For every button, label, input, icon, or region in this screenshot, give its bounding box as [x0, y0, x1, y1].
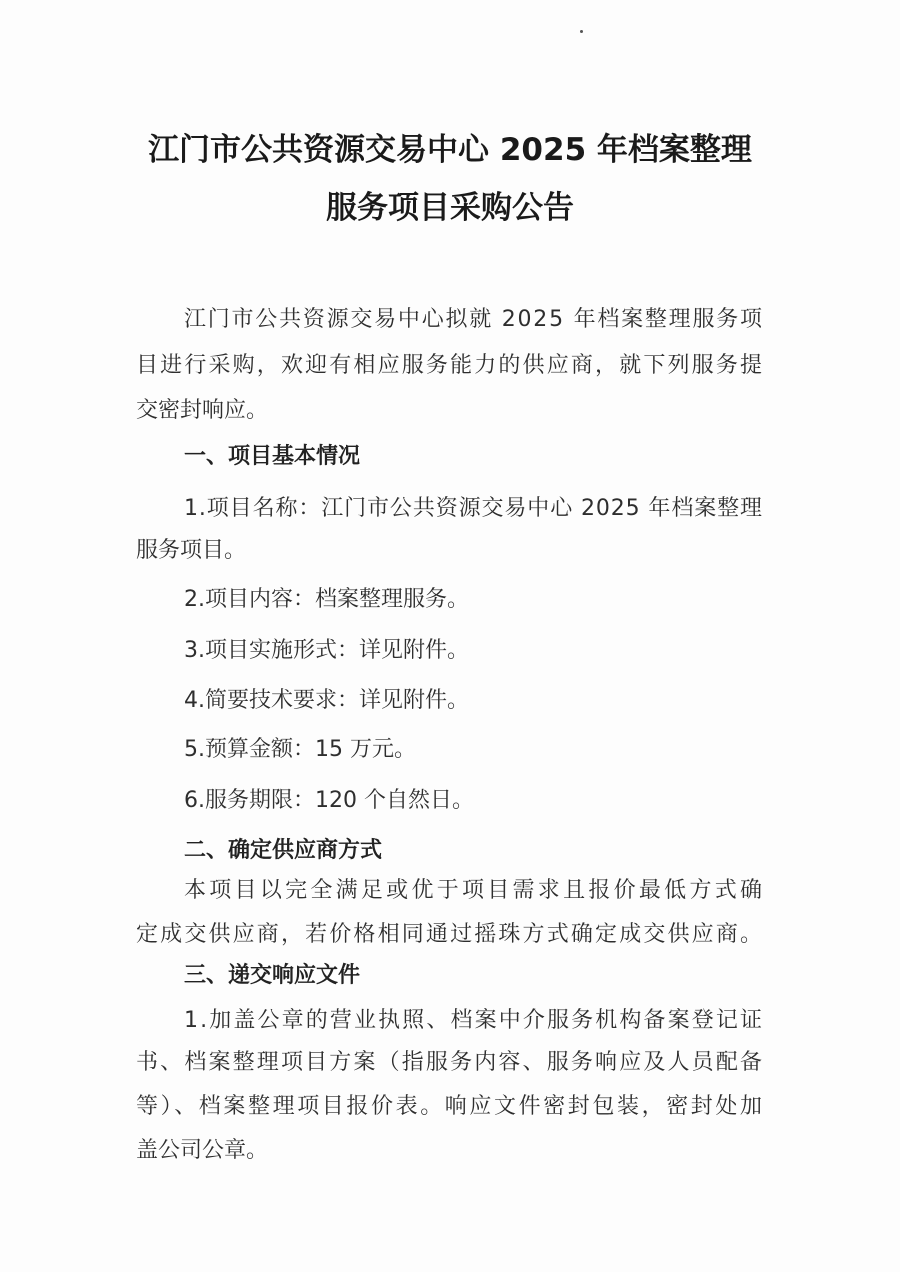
section-3-text-3: 等）、档案整理项目报价表。响应文件密封包装，密封处加: [136, 1094, 765, 1119]
section-2-line-1: [184, 876, 766, 906]
item-1-line-2: 服务项目。: [136, 538, 247, 563]
document-title-line-1: 江门市公共资源交易中心 2025 年档案整理: [148, 132, 752, 168]
document-title-line-2: 服务项目采购公告: [326, 190, 574, 226]
item-6: 6.服务期限：120 个自然日。: [184, 788, 474, 813]
item-3: 3.项目实施形式：详见附件。: [184, 638, 469, 663]
item-2: 2.项目内容：档案整理服务。: [184, 587, 469, 612]
section-3-text-2: 书、档案整理项目方案（指服务内容、服务响应及人员配备: [136, 1050, 765, 1075]
section-3-text-1: 1.加盖公章的营业执照、档案中介服务机构备案登记证: [184, 1008, 765, 1033]
section-3-line-2: [136, 1048, 765, 1078]
intro-paragraph-line-2: [136, 351, 765, 381]
section-2-line-2: [136, 920, 765, 950]
scan-speck: [580, 30, 583, 33]
section-3-line-4: 盖公司公章。: [136, 1138, 269, 1163]
section-3-line-1: [184, 1006, 765, 1036]
item-1-line-1: [184, 494, 762, 524]
section-1-heading: 一、项目基本情况: [184, 444, 361, 469]
section-3-line-3: [136, 1092, 765, 1122]
intro-text-1: 江门市公共资源交易中心拟就 2025 年档案整理服务项: [184, 307, 764, 332]
item-4: 4.简要技术要求：详见附件。: [184, 688, 469, 713]
intro-paragraph-line-1: [184, 305, 762, 335]
intro-paragraph-line-3: 交密封响应。: [136, 398, 269, 423]
item-5: 5.预算金额：15 万元。: [184, 737, 416, 762]
item-1-text: 1.项目名称：江门市公共资源交易中心 2025 年档案整理: [184, 496, 763, 521]
section-2-text-1: 本项目以完全满足或优于项目需求且报价最低方式确: [184, 878, 766, 903]
section-2-heading: 二、确定供应商方式: [184, 838, 383, 863]
section-3-heading: 三、递交响应文件: [184, 963, 361, 988]
intro-text-2: 目进行采购，欢迎有相应服务能力的供应商，就下列服务提: [136, 353, 765, 378]
section-2-text-2: 定成交供应商，若价格相同通过摇珠方式确定成交供应商。: [136, 922, 765, 947]
